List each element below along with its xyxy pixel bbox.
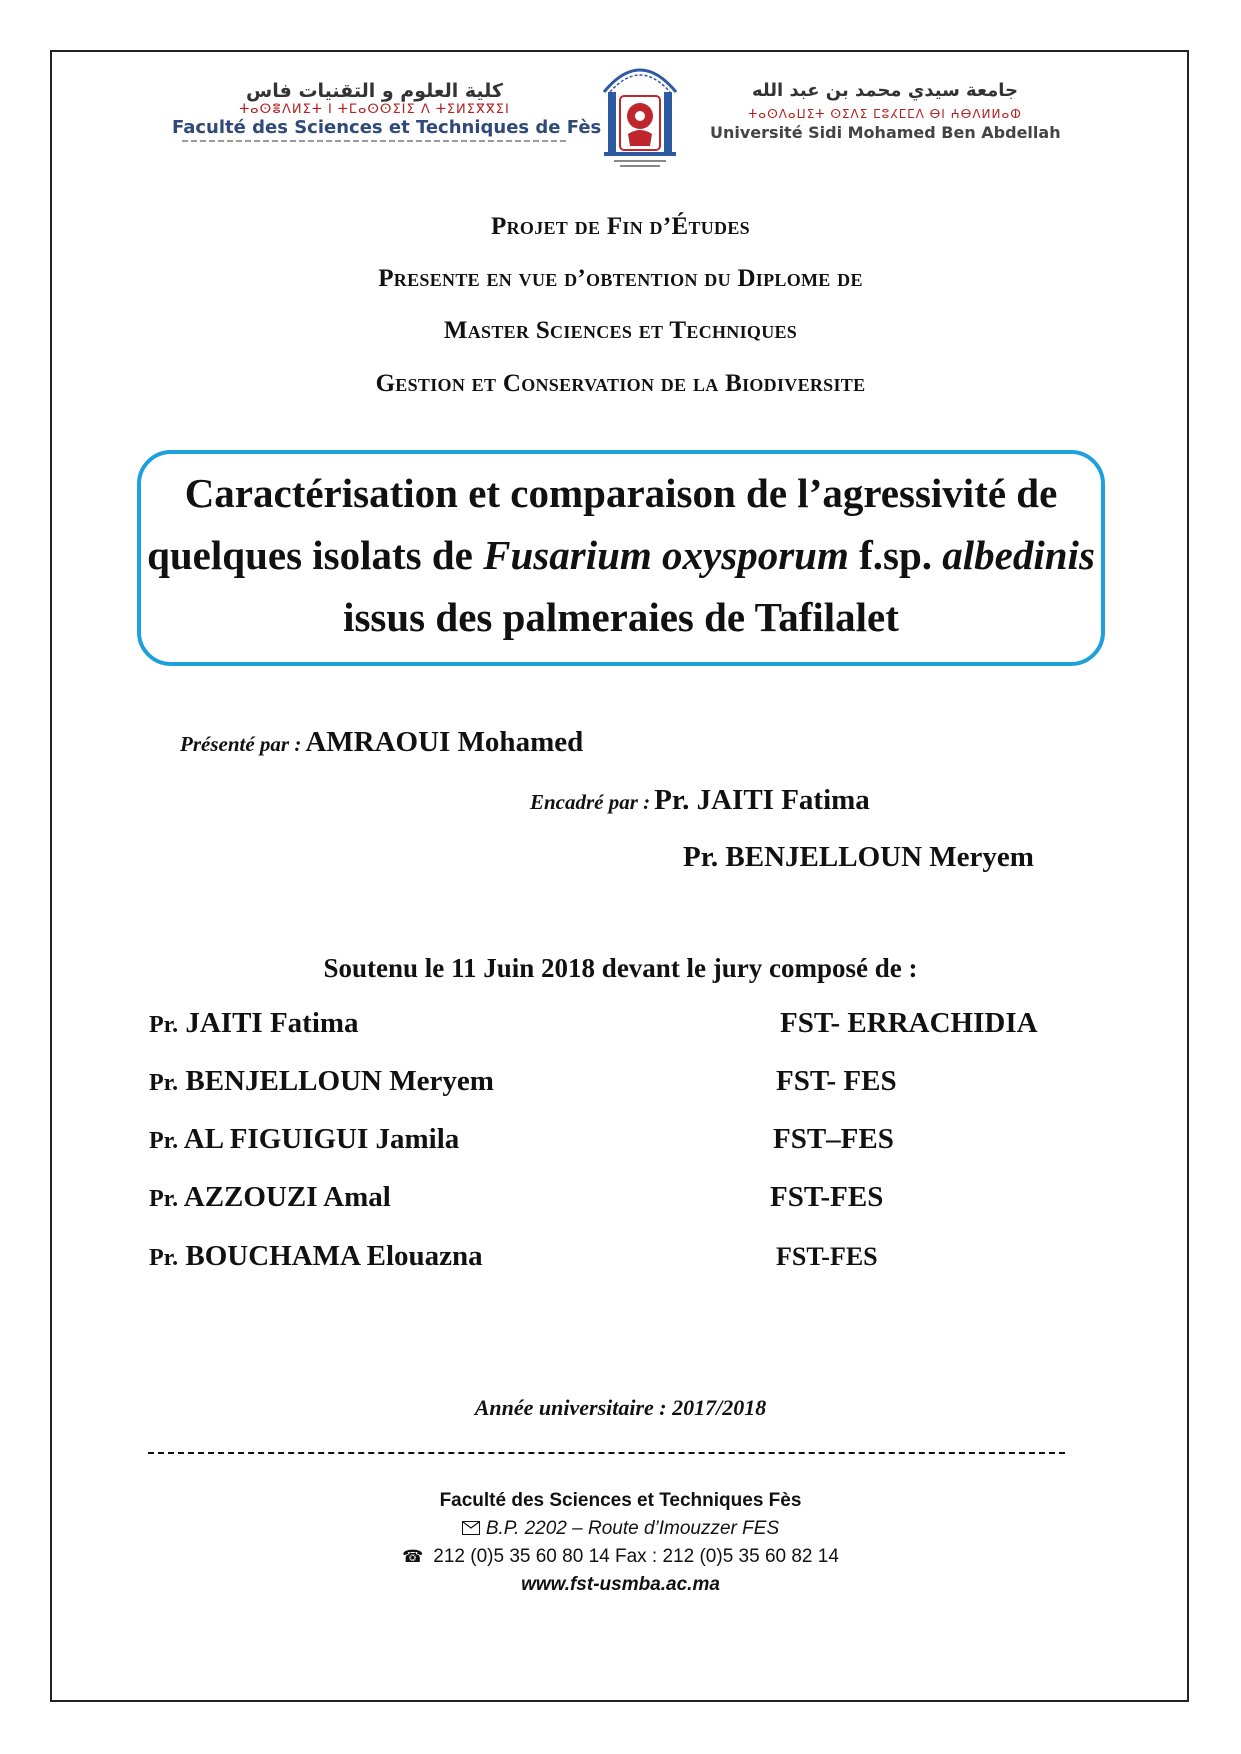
thesis-title bbox=[137, 462, 1105, 648]
jury-member-institution: FST- ERRACHIDIA bbox=[780, 1007, 1038, 1039]
footer-phone: ☎ 212 (0)5 35 60 80 14 Fax : 212 (0)5 35 60 82 14 bbox=[402, 1546, 839, 1567]
supervised-label: Encadré par : bbox=[530, 790, 651, 814]
heading-master: Master Sciences et Techniques bbox=[443, 317, 798, 344]
student-name: AMRAOUI Mohamed bbox=[305, 726, 584, 758]
heading-presented: Presente en vue d’obtention du Diplome de bbox=[378, 265, 863, 292]
heading-specialty: Gestion et Conservation de la Biodiversite bbox=[375, 370, 866, 397]
supervisor-1: Pr. JAITI Fatima bbox=[654, 784, 870, 816]
phone-icon: ☎ bbox=[402, 1547, 424, 1566]
jury-member-institution: FST-FES bbox=[776, 1242, 878, 1271]
usmba-logo-tifinagh: ⵜⴰⵙⴷⴰⵡⵉⵜ ⵙⵉⴷⵉ ⵎⵓⵃⵎⵎⴷ ⴱⵏ ⵄⴱⴷⵍⵍⴰⵀ bbox=[748, 107, 1022, 121]
academic-year: Année universitaire : 2017/2018 bbox=[474, 1395, 767, 1420]
jury-member-institution: FST–FES bbox=[773, 1123, 894, 1155]
university-emblem-icon bbox=[594, 52, 686, 172]
jury-member-name: Pr. BOUCHAMA Elouazna bbox=[149, 1240, 483, 1272]
jury-member-name: Pr. JAITI Fatima bbox=[149, 1007, 359, 1039]
jury-member-institution: FST- FES bbox=[776, 1065, 897, 1097]
fst-logo-arabic: كلية العلوم و التقنيات فاس bbox=[246, 80, 503, 102]
footer-address: B.P. 2202 – Route d’Imouzzer FES bbox=[0, 1518, 1241, 1540]
title-part-2: f.sp. bbox=[848, 532, 943, 578]
heading-project: Projet de Fin d’Études bbox=[491, 213, 750, 240]
title-forma-specialis: albedinis bbox=[942, 532, 1095, 578]
jury-member-institution: FST-FES bbox=[770, 1181, 884, 1213]
jury-member-name: Pr. BENJELLOUN Meryem bbox=[149, 1065, 494, 1097]
presented-label: Présenté par : bbox=[180, 732, 302, 756]
fst-logo bbox=[172, 80, 602, 142]
fst-logo-rule bbox=[182, 140, 567, 142]
supervised-by bbox=[530, 784, 870, 817]
fst-logo-tifinagh: ⵜⴰⵙⴻⴷⵍⵉⵜ ⵏ ⵜⵎⴰⵙⵙⵉⵏⵉ ⴷ ⵜⵉⵍⵉⴳⴳⵉⵏ bbox=[239, 102, 510, 117]
title-part-1: Caractérisation et comparaison de l’agressivité de quelques isolats de bbox=[147, 470, 1058, 578]
mail-icon bbox=[462, 1521, 480, 1535]
divider bbox=[148, 1452, 1065, 1454]
fst-logo-french: Faculté des Sciences et Techniques de Fès bbox=[172, 117, 602, 138]
supervisor-2: Pr. BENJELLOUN Meryem bbox=[683, 841, 1034, 873]
footer-website: www.fst-usmba.ac.ma bbox=[521, 1574, 720, 1595]
usmba-logo bbox=[710, 80, 1060, 142]
title-species: Fusarium oxysporum bbox=[483, 532, 849, 578]
title-part-3: issus des palmeraies de Tafilalet bbox=[343, 594, 899, 640]
page-border bbox=[50, 50, 1189, 1702]
usmba-logo-arabic: جامعة سيدي محمد بن عبد الله bbox=[751, 80, 1018, 101]
defense-statement: Soutenu le 11 Juin 2018 devant le jury composé de : bbox=[323, 953, 918, 983]
footer-faculty: Faculté des Sciences et Techniques Fès bbox=[439, 1490, 802, 1511]
usmba-logo-french: Université Sidi Mohamed Ben Abdellah bbox=[710, 123, 1061, 142]
jury-member-name: Pr. AZZOUZI Amal bbox=[149, 1181, 391, 1213]
presented-by bbox=[180, 726, 583, 759]
jury-member-name: Pr. AL FIGUIGUI Jamila bbox=[149, 1123, 460, 1155]
